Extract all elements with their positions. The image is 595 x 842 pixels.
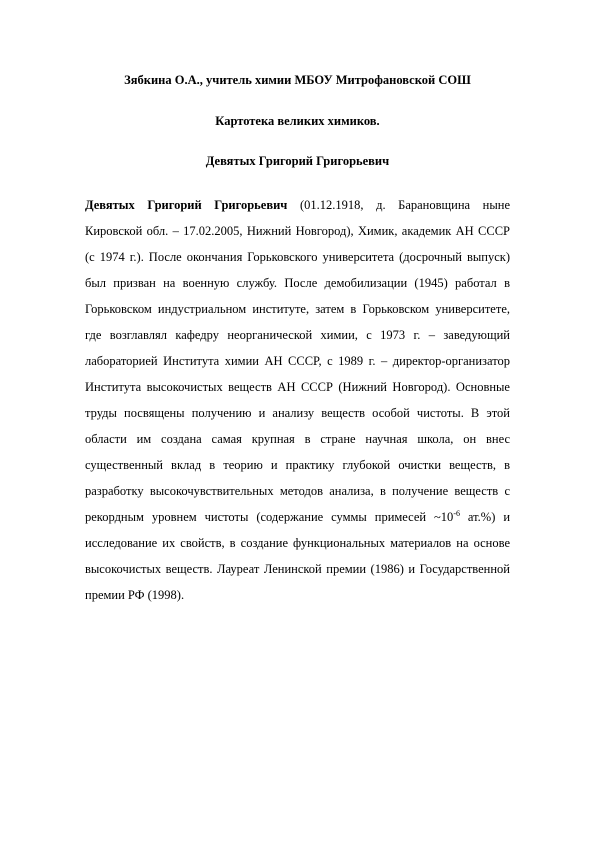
person-title: Девятых Григорий Григорьевич bbox=[205, 154, 390, 168]
biography-text-part1: (01.12.1918, д. Барановщина ныне Кировской обл. – 17.02.2005, Нижний Новгород), Химик, академик АН СССР (с 1974 г.). После окончания Горьковского университета (досрочный выпуск) был призван на военную службу. После демобилизации (1945) работал в Горьковском индустриальном институте, затем в Горьковском университете, где возглавлял кафедру неорганической химии, с 1973 г. – заведующий лабораторией Института химии АН СССР, с 1989 г. – директор-организатор Института высокочистых веществ АН СССР (Нижний Новгород). Основные труды посвящены получению и анализу веществ особой чистоты. В этой области им создана самая крупная в стране научная школа, он внес существенный вклад в теорию и практику глубокой очистки веществ, в разработку высокочувствительных методов анализа, в получение веществ с рекордным уровнем чистоты (содержание суммы примесей ~10 bbox=[85, 198, 511, 524]
biography-text-part2: ат.%) и исследование их свойств, в создание функциональных материалов на основе высокочистых веществ. Лауреат Ленинской премии (1986) и Государственной премии РФ (1998). bbox=[85, 510, 511, 602]
lead-name: Девятых Григорий Григорьевич bbox=[85, 198, 288, 212]
author-line: Зябкина О.А., учитель химии МБОУ Митрофановской СОШ bbox=[124, 73, 471, 87]
document-title: Картотека великих химиков. bbox=[215, 114, 380, 128]
biography-paragraph bbox=[85, 192, 510, 608]
impurity-exponent: -6 bbox=[453, 508, 460, 518]
